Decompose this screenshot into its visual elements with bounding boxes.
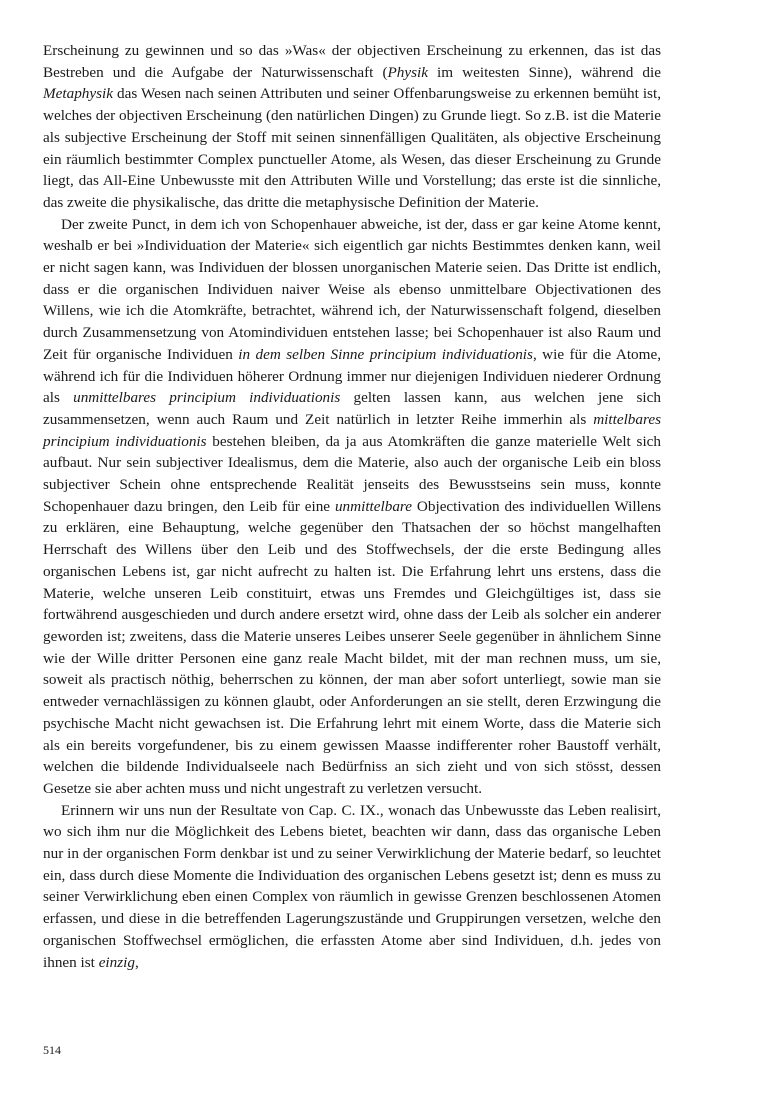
italic-text-run: unmittelbare <box>334 497 413 515</box>
text-run: Objectivation des individuellen Willens zu erklären, eine Behauptung, welche gegenüber den Thatsachen der so höchst mangelhaften Herrschaft des Willens über den Leib und des Stoffwechsels, der die erste Bedingung alles organischen Lebens ist, gar nicht aufrecht zu halten ist. Die Erfahrung lehrt uns erstens, dass die Materie, welche unseren Leib constituirt, etwas uns Fremdes und Gleichgültiges ist, dass sie fortwährend ausgeschieden und durch andere ersetzt wird, ohne dass der Leib als solcher ein anderer geworden ist; zweitens, dass die Materie unseres Leibes unserer Seele gegenüber in ähnlichem Sinne wie der Wille dritter Personen eine ganz reale Macht bildet, mit der man rechnen muss, um sie, soweit als practisch nöthig, beherrschen zu können, der man aber sofort unterliegt, sowie man sie entweder vernachlässigen zu können glaubt, oder Anforderungen an sie stellt, deren Erzwingung die psychische Macht nicht gewachsen ist. Die Erfahrung lehrt mit einem Worte, dass die Materie sich als ein bereits vorgefundener, bis zu einem gewissen Maasse indifferenter roher Baustoff verhält, welchen die bildende Individualseele nach Bedürfniss an sich zieht und von sich stösst, dessen Gesetze sie aber achten muss und nicht ungestraft zu verletzen versucht. <box>43 497 662 797</box>
paragraph-1 <box>43 40 661 214</box>
italic-text-run: in dem selben Sinne principium individuationis <box>238 345 533 363</box>
text-run: , <box>134 953 139 971</box>
italic-text-run: mittelbares principium individuationis <box>43 410 661 450</box>
text-run: gelten lassen kann, aus welchen jene sich zusammensetzen, wenn auch Raum und Zeit natürlich in letzter Reihe immerhin als <box>43 389 661 428</box>
text-run: das Wesen nach seinen Attributen und seiner Offenbarungsweise zu erkennen bemüht ist, welches der objectiven Erscheinung (den natürlichen Dingen) zu Grunde liegt. So z.B. ist die Materie als subjective Erscheinung der Stoff mit seinen sinnenfälligen Qualitäten, als objective Erscheinung ein räumlich bestimmter Complex punctueller Atome, als Wesen, das dieser Erscheinung zu Grunde liegt, das All-Eine Unbewusste mit den Attributen Wille und Vorstellung; das erste ist die sinnliche, das zweite die physikalische, das dritte die metaphysische Definition der Materie. <box>43 85 661 211</box>
italic-text-run: Metaphysik <box>43 85 114 103</box>
page-number: 514 <box>43 1043 61 1057</box>
text-run: Der zweite Punct, in dem ich von Schopenhauer abweiche, ist der, dass er gar keine Atome kennt, weshalb er bei »Individuation der Materie« sich eigentlich gar nichts Bestimmtes denken kann, weil er nicht sagen kann, was Individuen der blossen unorganischen Materie seien. Das Dritte ist endlich, dass er die organischen Individuen naiver Weise als ebenso unmittelbare Objectivationen des Willens, wie ich die Atomkräfte, betrachtet, während ich, der Naturwissenschaft folgend, dieselben durch Zusammensetzung von Atomindividuen entstehen lasse; bei Schopenhauer ist also Raum und Zeit für organische Individuen <box>43 215 661 363</box>
paragraph-2 <box>43 214 661 800</box>
text-run: bestehen bleiben, da ja aus Atomkräften die ganze materielle Welt sich aufbaut. Nur sein subjectiver Idealismus, dem die Materie, also auch der organische Leib ein bloss subjectiver Schein ohne entsprechende Realität jenseits des Bewusstseins sein muss, konnte Schopenhauer dazu bringen, den Leib für eine <box>43 432 661 515</box>
body-text <box>43 40 661 973</box>
text-run: Erscheinung zu gewinnen und so das »Was« der objectiven Erscheinung zu erkennen, das ist das Bestreben und die Aufgabe der Naturwissenschaft ( <box>43 42 661 81</box>
italic-text-run: Physik <box>387 63 428 81</box>
text-run: im weitesten Sinne), während die <box>428 63 661 81</box>
italic-text-run: unmittelbares principium individuationis <box>73 389 341 407</box>
italic-text-run: einzig <box>98 953 135 971</box>
text-run: , wie für die Atome, während ich für die Individuen höherer Ordnung immer nur diejenigen Individuen niederer Ordnung als <box>43 345 661 407</box>
text-run: Erinnern wir uns nun der Resultate von Cap. C. IX., wonach das Unbewusste das Leben realisirt, wo sich ihm nur die Möglichkeit des Lebens bietet, beachten wir dann, dass das organische Leben nur in der organischen Form denkbar ist und zu seiner Verwirklichung der Materie bedarf, so leuchtet ein, dass durch diese Momente die Individuation des organischen Lebens gesetzt ist; denn es muss zu seiner Verwirklichung eben einen Complex von räumlich in gewisse Grenzen beschlossenen Atomen erfassen, und diese in die betreffenden Lagerungszustände und Gruppirungen versetzen, welche den organischen Stoffwechsel ermöglichen, die erfassten Atome aber sind Individuen, d.h. jedes von ihnen ist <box>43 801 661 971</box>
paragraph-3 <box>43 800 661 974</box>
